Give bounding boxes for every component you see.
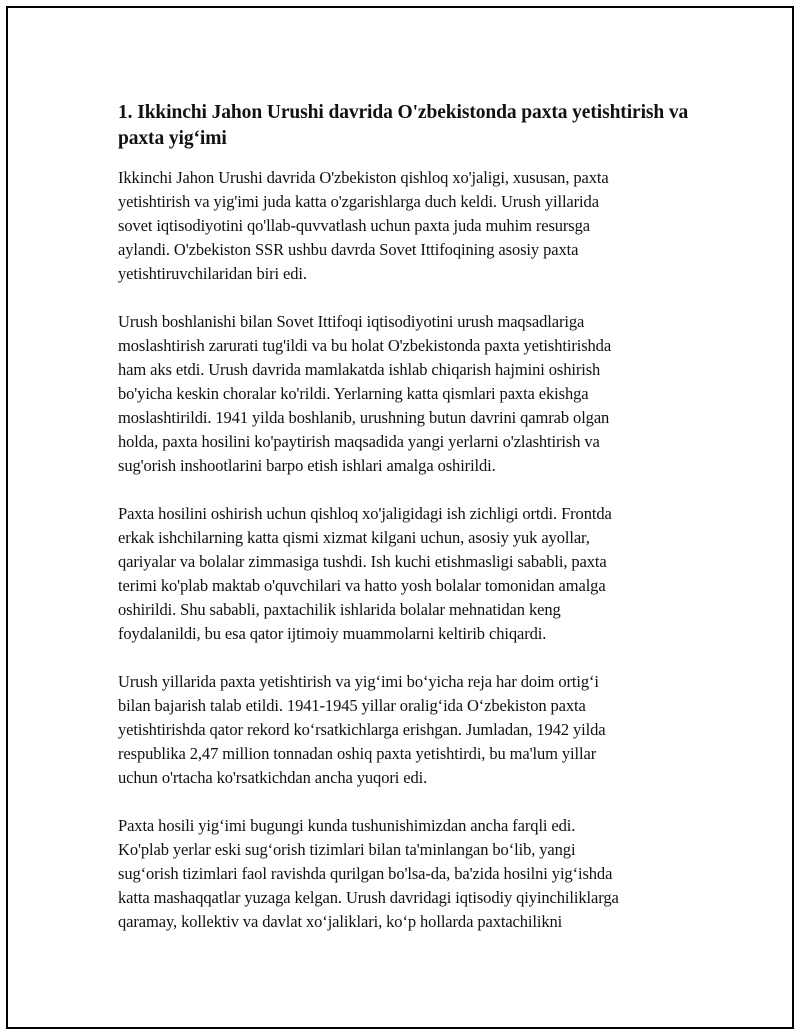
paragraph-1: Ikkinchi Jahon Urushi davrida O'zbekiston qishloq xo'jaligi, xususan, paxta yetishtirish va yig'imi juda katta o'zgarishlarga duch keldi. Urush yillarida sovet iqtisodiyotini qo'llab-quvvatlash uchun paxta juda muhim resursga aylandi. O'zbekiston SSR ushbu davrda Sovet Ittifoqining asosiy paxta yetishtiruvchilaridan biri edi. bbox=[118, 168, 609, 283]
page-frame bbox=[6, 6, 794, 1029]
paragraph-5: Paxta hosili yig‘imi bugungi kunda tushunishimizdan ancha farqli edi. Ko'plab yerlar eski sug‘orish tizimlari bilan ta'minlangan bo‘lib, yangi sug‘orish tizimlari faol ravishda qurilgan bo'lsa-da, ba'zida hosilni yig‘ishda katta mashaqqatlar yuzaga kelgan. Urush davridagi iqtisodiy qiyinchiliklarga qaramay, kollektiv va davlat xo‘jaliklari, ko‘p hollarda paxtachilikni bbox=[118, 816, 619, 931]
paragraph-3: Paxta hosilini oshirish uchun qishloq xo'jaligidagi ish zichligi ortdi. Frontda erkak ishchilarning katta qismi xizmat kilgani uchun, asosiy yuk ayollar, qariyalar va bolalar zimmasiga tushdi. Ish kuchi etishmasligi sababli, paxta terimi ko'plab maktab o'quvchilari va hatto yosh bolalar tomonidan amalga oshirildi. Shu sababli, paxtachilik ishlarida bolalar mehnatidan keng foydalanildi, bu esa qator ijtimoiy muammolarni keltirib chiqardi. bbox=[118, 504, 612, 643]
document-body bbox=[118, 100, 703, 958]
paragraph-2: Urush boshlanishi bilan Sovet Ittifoqi iqtisodiyotini urush maqsadlariga moslashtirish zarurati tug'ildi va bu holat O'zbekistonda paxta yetishtirishda ham aks etdi. Urush davrida mamlakatda ishlab chiqarish hajmini oshirish bo'yicha keskin choralar ko'rildi. Yerlarning katta qismlari paxta ekishga moslashtirildi. 1941 yilda boshlanib, urushning butun davrini qamrab olgan holda, paxta hosilini ko'paytirish maqsadida yangi yerlarni o'zlashtirish va sug'orish inshootlarini barpo etish ishlari amalga oshirildi. bbox=[118, 312, 612, 475]
section-heading: 1. Ikkinchi Jahon Urushi davrida O'zbekistonda paxta yetishtirish va paxta yig‘imi bbox=[118, 102, 689, 149]
paragraph-4: Urush yillarida paxta yetishtirish va yig‘imi bo‘yicha reja har doim ortig‘i bilan bajarish talab etildi. 1941-1945 yillar oralig‘ida O‘zbekiston paxta yetishtirishda qator rekord ko‘rsatkichlarga erishgan. Jumladan, 1942 yilda respublika 2,47 million tonnadan oshiq paxta yetishtirdi, bu ma'lum yillar uchun o'rtacha ko'rsatkichdan ancha yuqori edi. bbox=[118, 672, 606, 787]
